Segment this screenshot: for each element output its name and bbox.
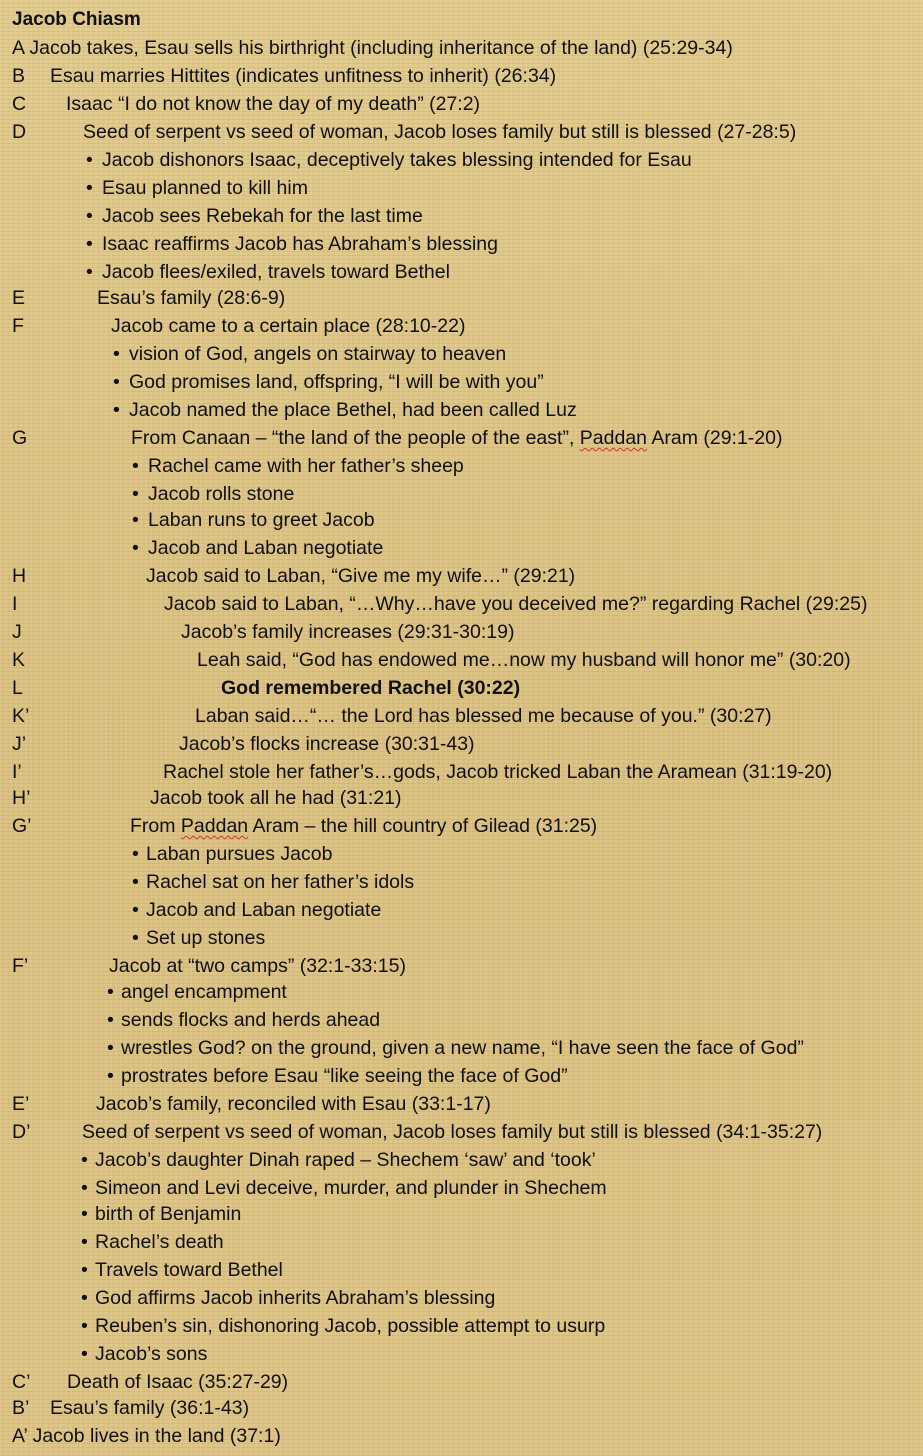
line-label: D’ <box>12 1121 31 1143</box>
document-title <box>0 6 923 34</box>
bullet-item: • Jacob named the place Bethel, had been called Luz <box>0 396 923 424</box>
chiasm-line-k <box>0 646 923 674</box>
spellcheck-word: Paddan <box>180 815 249 837</box>
bullet-text: God affirms Jacob inherits Abraham’s blessing <box>95 1287 496 1309</box>
line-label: C’ <box>12 1371 31 1393</box>
bullet-text: God promises land, offspring, “I will be with you” <box>129 371 544 393</box>
line-label: I’ <box>12 761 22 783</box>
bullet-item: • Laban runs to greet Jacob <box>0 506 923 534</box>
line-label: J’ <box>12 733 27 755</box>
bullet-text: Rachel came with her father’s sheep <box>148 455 464 477</box>
line-text: Jacob came to a certain place (28:10-22) <box>111 315 466 337</box>
chiasm-line-i-prime <box>0 758 923 786</box>
line-label: E’ <box>12 1093 30 1115</box>
bullet-text: Esau planned to kill him <box>102 177 308 199</box>
bullet-text: Rachel’s death <box>95 1231 224 1253</box>
line-label: K’ <box>12 705 30 727</box>
bullet-text: birth of Benjamin <box>95 1203 242 1225</box>
line-text: Laban said…“… the Lord has blessed me because of you.” (30:27) <box>195 705 772 727</box>
chiasm-line-i <box>0 590 923 618</box>
line-text: Jacob’s family increases (29:31-30:19) <box>181 621 515 643</box>
bullet-text: Jacob sees Rebekah for the last time <box>102 205 423 227</box>
line-label: E <box>12 287 26 309</box>
chiasm-line-h <box>0 562 923 590</box>
chiasm-line-a-prime <box>0 1422 923 1450</box>
chiasm-line-g <box>0 424 923 452</box>
bullet-text: Travels toward Bethel <box>95 1259 283 1281</box>
bullet-text: Jacob and Laban negotiate <box>148 537 384 559</box>
center-text: God remembered Rachel (30:22) <box>221 677 521 699</box>
line-label: H’ <box>12 787 31 809</box>
line-label: I <box>12 593 18 615</box>
chiasm-line-g-prime <box>0 812 923 840</box>
line-label: K <box>12 649 26 671</box>
bullet-text: Jacob rolls stone <box>148 483 295 505</box>
bullet-text: Laban pursues Jacob <box>146 843 333 865</box>
bullet-text: Laban runs to greet Jacob <box>148 509 375 531</box>
bullet-item: • Set up stones <box>0 924 923 952</box>
chiasm-line-a <box>0 34 923 62</box>
bullet-text: Jacob’s daughter Dinah raped – Shechem ‘saw’ and ‘took’ <box>95 1149 596 1171</box>
chiasm-line-l-center <box>0 674 923 702</box>
chiasm-line-d <box>0 118 923 146</box>
chiasm-line-e <box>0 284 923 312</box>
bullet-item: • Jacob rolls stone <box>0 480 923 508</box>
bullet-item: • Esau planned to kill him <box>0 174 923 202</box>
bullet-text: sends flocks and herds ahead <box>121 1009 381 1031</box>
line-label: F’ <box>12 955 29 977</box>
bullet-item: • Isaac reaffirms Jacob has Abraham’s blessing <box>0 230 923 258</box>
bullet-item: • Jacob sees Rebekah for the last time <box>0 202 923 230</box>
bullet-text: Rachel sat on her father’s idols <box>146 871 415 893</box>
bullet-item: • Rachel sat on her father’s idols <box>0 868 923 896</box>
line-text: Jacob’s flocks increase (30:31-43) <box>179 733 475 755</box>
bullet-item: • Jacob and Laban negotiate <box>0 534 923 562</box>
chiasm-line-c-prime <box>0 1368 923 1396</box>
bullet-item: • vision of God, angels on stairway to heaven <box>0 340 923 368</box>
line-text: Jacob said to Laban, “Give me my wife…” (29:21) <box>146 565 576 587</box>
line-text: Isaac “I do not know the day of my death” (27:2) <box>66 93 481 115</box>
chiasm-line-j <box>0 618 923 646</box>
bullet-text: Set up stones <box>146 927 266 949</box>
line-text: A Jacob takes, Esau sells his birthright (including inheritance of the land) (25:29-34) <box>12 37 733 59</box>
bullet-text: prostrates before Esau “like seeing the face of God” <box>121 1065 568 1087</box>
chiasm-line-d-prime <box>0 1118 923 1146</box>
chiasm-line-e-prime <box>0 1090 923 1118</box>
bullet-item: • Jacob’s sons <box>0 1340 923 1368</box>
bullet-item: • Jacob and Laban negotiate <box>0 896 923 924</box>
line-label: D <box>12 121 27 143</box>
bullet-text: Jacob and Laban negotiate <box>146 899 382 921</box>
line-text: From Canaan – “the land of the people of the east”, Paddan Aram (29:1-20) <box>131 427 783 449</box>
bullet-item: • Rachel’s death <box>0 1228 923 1256</box>
bullet-item: • God affirms Jacob inherits Abraham’s blessing <box>0 1284 923 1312</box>
bullet-item: • Jacob flees/exiled, travels toward Bethel <box>0 258 923 286</box>
bullet-item: • sends flocks and herds ahead <box>0 1006 923 1034</box>
bullet-item: • prostrates before Esau “like seeing the face of God” <box>0 1062 923 1090</box>
spellcheck-word: Paddan <box>579 427 648 449</box>
bullet-text: vision of God, angels on stairway to heaven <box>129 343 507 365</box>
bullet-item: • Travels toward Bethel <box>0 1256 923 1284</box>
bullet-item: • Jacob dishonors Isaac, deceptively takes blessing intended for Esau <box>0 146 923 174</box>
line-label: F <box>12 315 24 337</box>
bullet-item: • angel encampment <box>0 978 923 1006</box>
chiasm-line-h-prime <box>0 784 923 812</box>
line-text: From Paddan Aram – the hill country of Gilead (31:25) <box>130 815 598 837</box>
line-text: Esau’s family (28:6-9) <box>97 287 286 309</box>
bullet-text: wrestles God? on the ground, given a new name, “I have seen the face of God” <box>121 1037 804 1059</box>
line-text: Seed of serpent vs seed of woman, Jacob loses family but still is blessed (34:1-35:27) <box>82 1121 823 1143</box>
bullet-item: • birth of Benjamin <box>0 1200 923 1228</box>
line-text: Leah said, “God has endowed me…now my husband will honor me” (30:20) <box>197 649 851 671</box>
line-text: Rachel stole her father’s…gods, Jacob tricked Laban the Aramean (31:19-20) <box>163 761 833 783</box>
bullet-text: angel encampment <box>121 981 287 1003</box>
chiasm-line-f <box>0 312 923 340</box>
line-label: B’ <box>12 1397 30 1419</box>
chiasm-line-b <box>0 62 923 90</box>
bullet-item: • Rachel came with her father’s sheep <box>0 452 923 480</box>
line-text: Death of Isaac (35:27-29) <box>67 1371 289 1393</box>
bullet-text: Jacob named the place Bethel, had been called Luz <box>129 399 577 421</box>
line-text: Seed of serpent vs seed of woman, Jacob loses family but still is blessed (27-28:5) <box>83 121 797 143</box>
bullet-item: • wrestles God? on the ground, given a new name, “I have seen the face of God” <box>0 1034 923 1062</box>
bullet-item: • God promises land, offspring, “I will be with you” <box>0 368 923 396</box>
chiasm-line-f-prime <box>0 952 923 980</box>
title-text: Jacob Chiasm <box>12 9 141 30</box>
line-text: Jacob took all he had (31:21) <box>150 787 402 809</box>
line-label: L <box>12 677 23 699</box>
chiasm-line-b-prime <box>0 1394 923 1422</box>
bullet-text: Reuben’s sin, dishonoring Jacob, possible attempt to usurp <box>95 1315 606 1337</box>
bullet-text: Jacob flees/exiled, travels toward Bethel <box>102 261 450 283</box>
line-label: J <box>12 621 22 643</box>
bullet-item: • Reuben’s sin, dishonoring Jacob, possible attempt to usurp <box>0 1312 923 1340</box>
line-text: A’ Jacob lives in the land (37:1) <box>12 1425 281 1447</box>
line-text: Jacob’s family, reconciled with Esau (33:1-17) <box>96 1093 491 1115</box>
line-label: H <box>12 565 27 587</box>
bullet-text: Simeon and Levi deceive, murder, and plunder in Shechem <box>95 1177 607 1199</box>
line-label: B <box>12 65 26 87</box>
line-text: Jacob at “two camps” (32:1-33:15) <box>109 955 406 977</box>
bullet-text: Jacob dishonors Isaac, deceptively takes blessing intended for Esau <box>102 149 692 171</box>
line-label: G <box>12 427 28 449</box>
bullet-item: • Simeon and Levi deceive, murder, and plunder in Shechem <box>0 1174 923 1202</box>
line-text: Esau’s family (36:1-43) <box>50 1397 250 1419</box>
line-label: G’ <box>12 815 32 837</box>
bullet-item: • Laban pursues Jacob <box>0 840 923 868</box>
chiasm-line-c <box>0 90 923 118</box>
chiasm-line-k-prime <box>0 702 923 730</box>
line-text: Jacob said to Laban, “…Why…have you deceived me?” regarding Rachel (29:25) <box>164 593 868 615</box>
bullet-text: Isaac reaffirms Jacob has Abraham’s blessing <box>102 233 498 255</box>
line-text: Esau marries Hittites (indicates unfitness to inherit) (26:34) <box>50 65 557 87</box>
line-label: C <box>12 93 27 115</box>
chiasm-line-j-prime <box>0 730 923 758</box>
bullet-text: Jacob’s sons <box>95 1343 208 1365</box>
bullet-item: • Jacob’s daughter Dinah raped – Shechem ‘saw’ and ‘took’ <box>0 1146 923 1174</box>
